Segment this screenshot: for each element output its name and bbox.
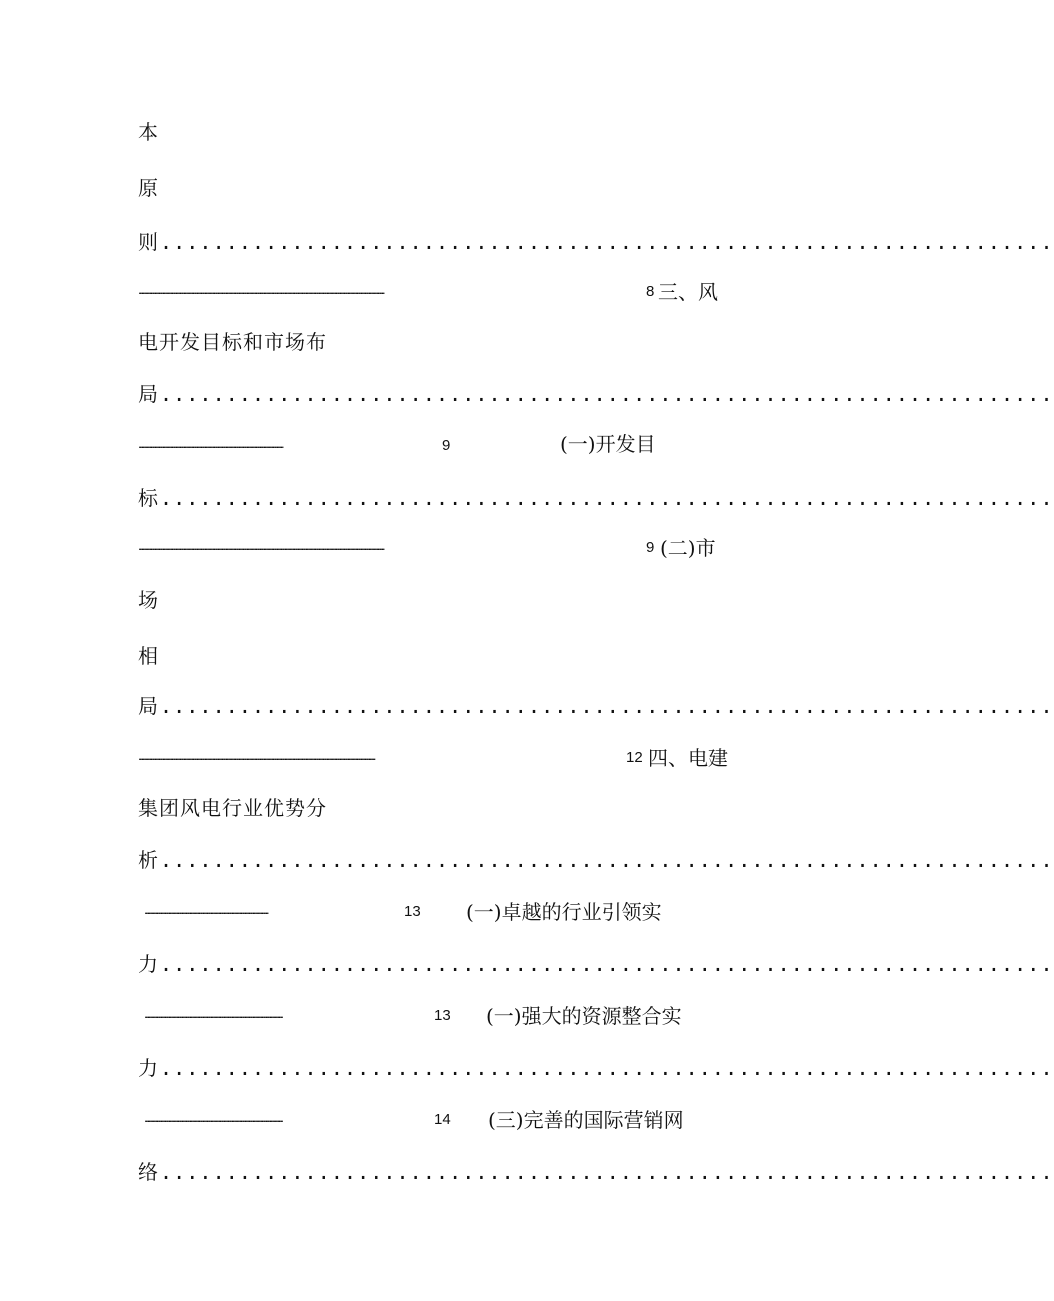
toc-page-number: 9 — [442, 437, 451, 454]
toc-page-number: 9 — [646, 539, 655, 556]
leader-dots: .................................................................... — [160, 848, 1054, 872]
leader-dots: ......................................................................................................... — [144, 1006, 282, 1021]
leader-dots: .................................................................... — [160, 230, 1054, 254]
toc-heading[interactable]: (一)卓越的行业引领实 — [466, 900, 662, 924]
toc-text: 析 — [138, 848, 158, 872]
leader-dots: .............................................................................................................. — [138, 436, 283, 451]
toc-page-number: 13 — [404, 903, 421, 920]
toc-text: 相 — [138, 644, 158, 668]
toc-heading[interactable]: 集团风电行业优势分 — [138, 796, 327, 820]
toc-text: 局 — [138, 382, 158, 406]
toc-heading[interactable]: (二)市 — [660, 536, 716, 560]
toc-text: 则 — [138, 230, 158, 254]
leader-dots: ........................................................................................................................................................................................... — [138, 538, 384, 553]
leader-dots: ........................................................................................................................................................................................... — [138, 282, 384, 297]
toc-text: 标 — [138, 486, 158, 510]
toc-text: 本 — [138, 120, 158, 144]
toc-text: 力 — [138, 952, 158, 976]
toc-heading[interactable]: 四、电建 — [648, 746, 728, 770]
toc-page-number: 8 — [646, 283, 655, 300]
leader-dots: .................................................................... — [160, 952, 1054, 976]
toc-text: 原 — [138, 176, 158, 200]
leader-dots: .............................................................................................. — [144, 902, 268, 917]
toc-text: 场 — [138, 588, 158, 612]
leader-dots: .................................................................... — [160, 382, 1054, 406]
toc-page-number: 14 — [434, 1111, 451, 1128]
leader-dots: .................................................................... — [160, 694, 1054, 718]
leader-dots: .................................................................... — [160, 486, 1054, 510]
leader-dots: ......................................................................................................... — [144, 1110, 282, 1125]
toc-heading[interactable]: 三、风 — [658, 280, 718, 304]
toc-text: 局 — [138, 694, 158, 718]
toc-text: 力 — [138, 1056, 158, 1080]
leader-dots: .................................................................... — [160, 1160, 1054, 1184]
toc-text: 络 — [138, 1160, 158, 1184]
toc-page-number: 13 — [434, 1007, 451, 1024]
toc-heading[interactable]: (一)开发目 — [560, 432, 656, 456]
toc-heading[interactable]: 电开发目标和市场布 — [138, 330, 327, 354]
toc-heading[interactable]: (三)完善的国际营销网 — [488, 1108, 684, 1132]
leader-dots: .................................................................... — [160, 1056, 1054, 1080]
toc-heading[interactable]: (一)强大的资源整合实 — [486, 1004, 682, 1028]
leader-dots: .................................................................................................................................................................................... — [138, 748, 375, 763]
toc-page-number: 12 — [626, 749, 643, 766]
